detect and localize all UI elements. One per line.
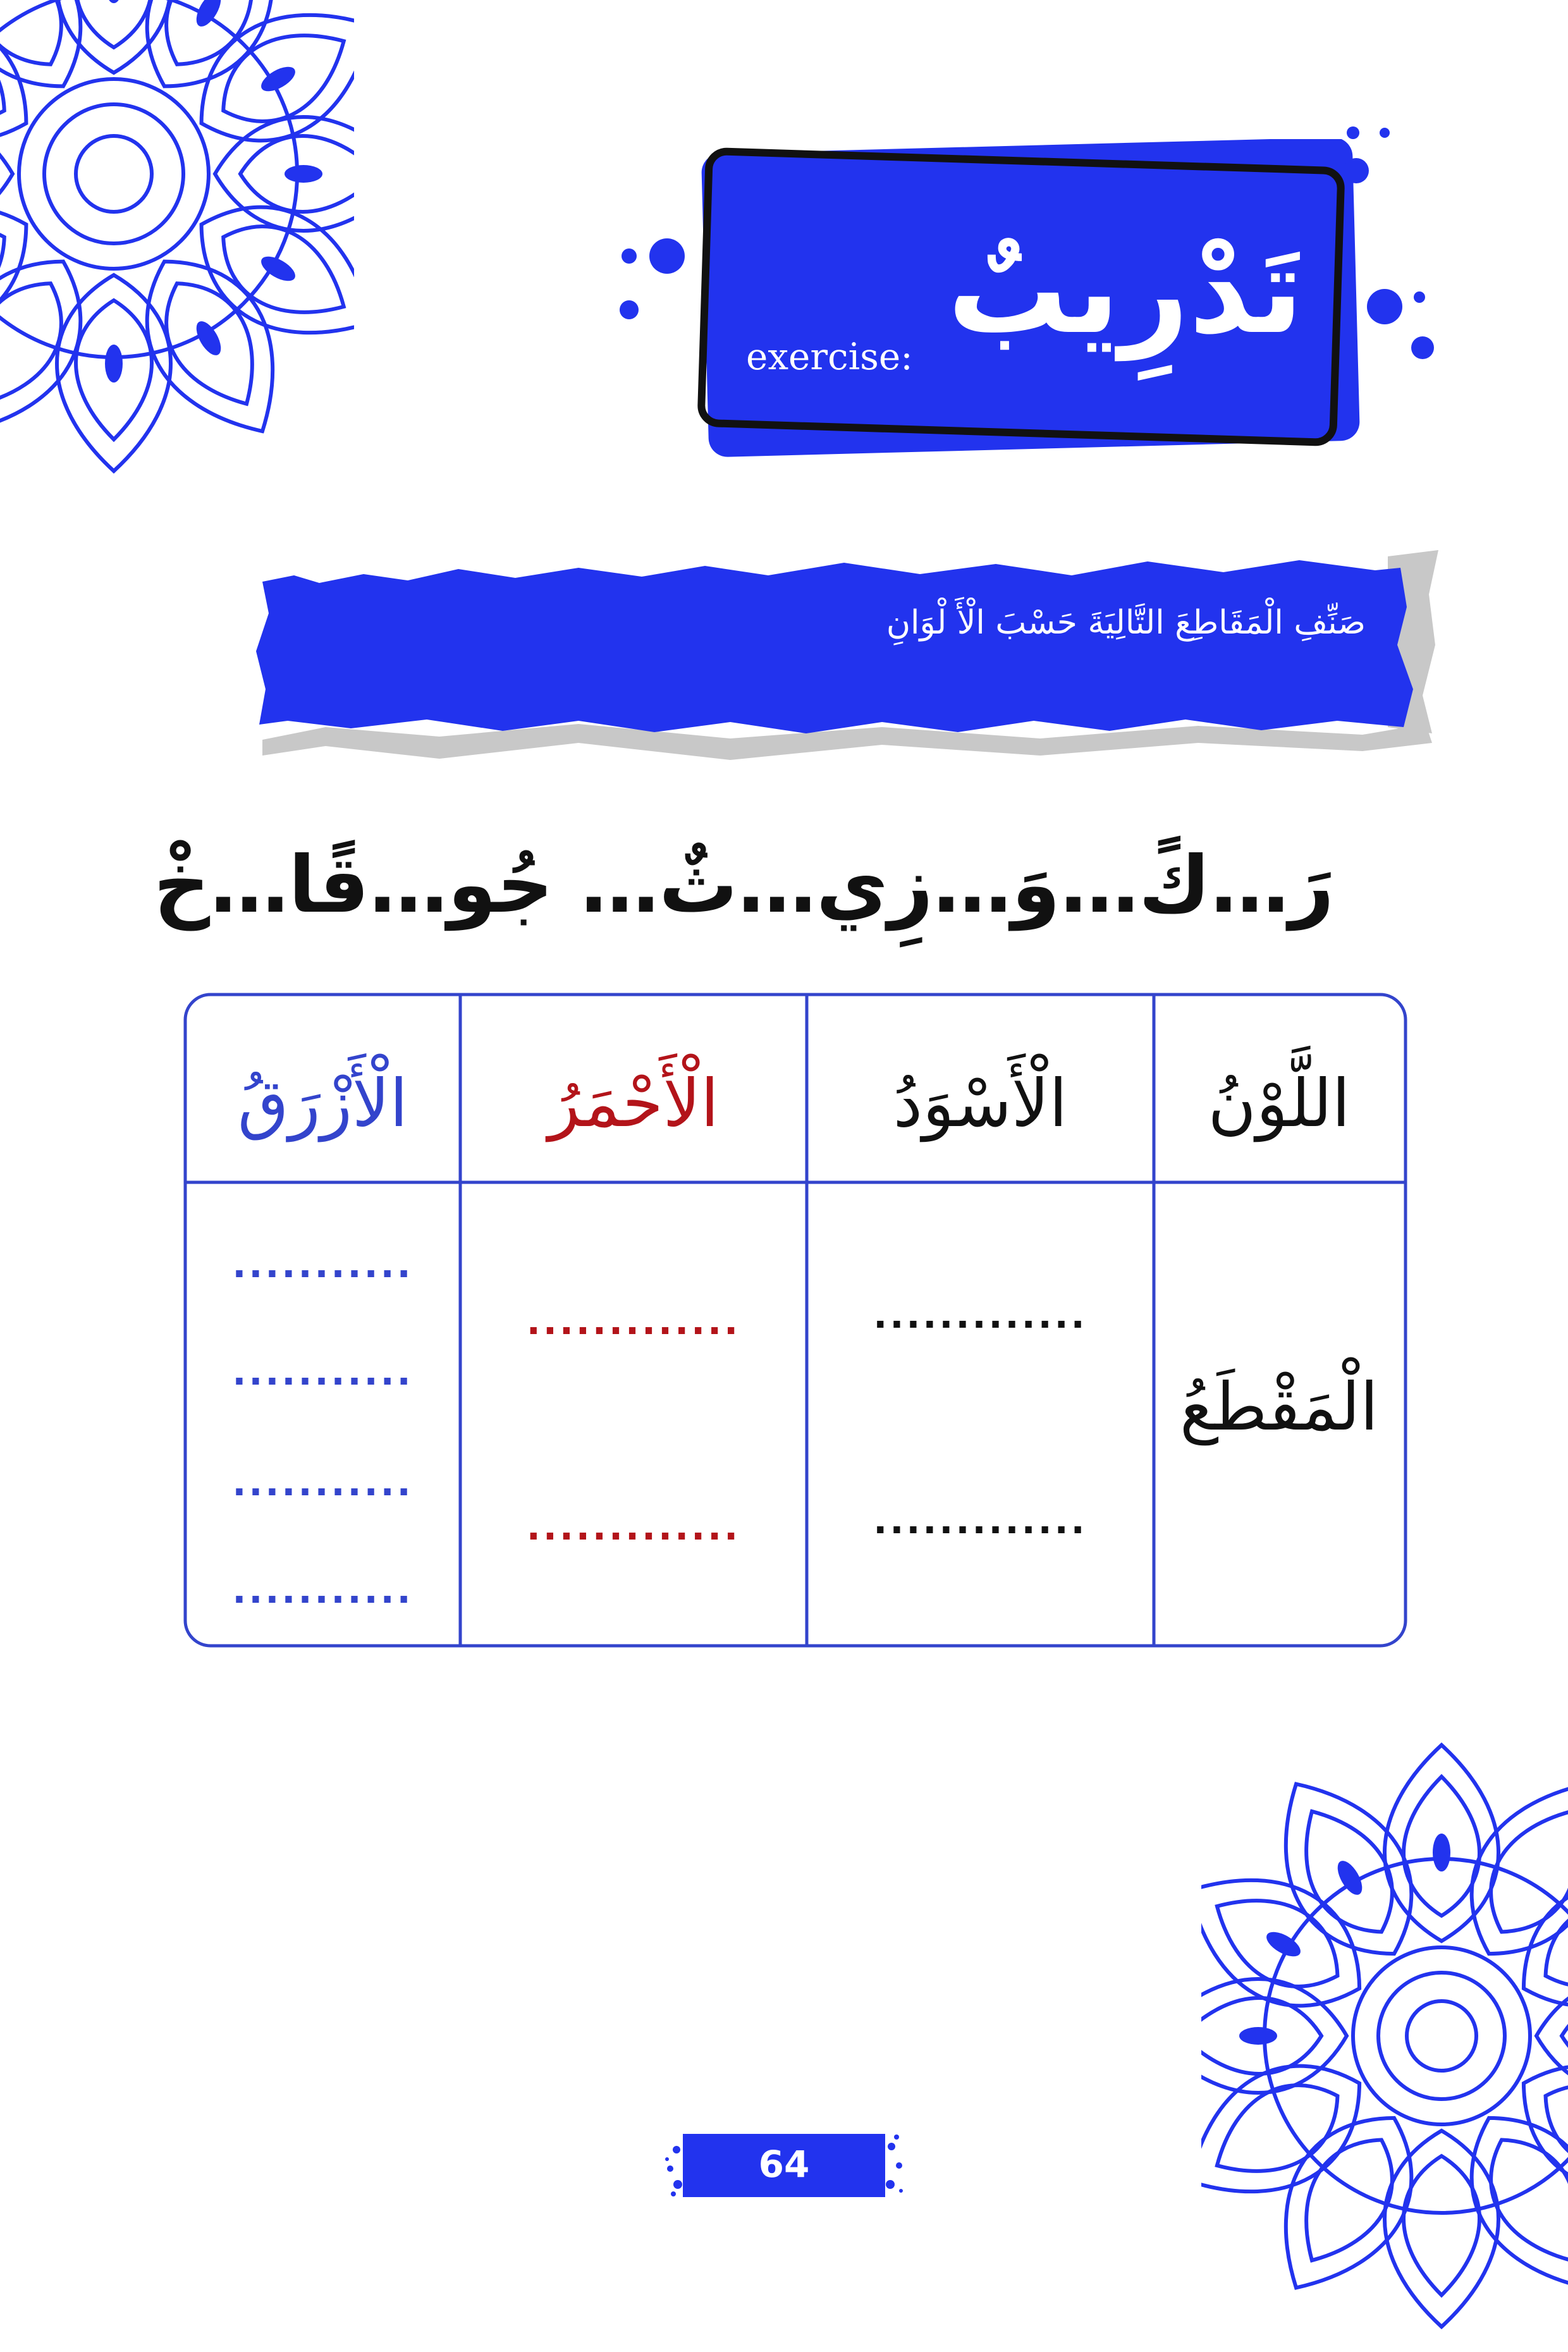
blank-red[interactable]: ............. [526,1505,741,1548]
instruction-banner [250,537,1438,778]
separator: … [1210,840,1289,931]
mandala-bottom-right-icon [1201,1720,1568,2352]
separator: … [933,840,1012,931]
blank-blue[interactable]: ........... [232,1569,413,1612]
separator: … [210,840,289,931]
syllable: زِي [816,840,933,931]
header-blue: الْأَزْرَقُ [237,1065,408,1142]
header-subtitle: exercise: [746,335,913,378]
syllable: ثٌ [659,840,738,931]
syllable: كً [1138,840,1211,931]
instruction-text: صَنِّفِ الْمَقَاطِعَ التَّالِيَةَ حَسْبَ الْأَ لْوَانِ [886,604,1366,642]
row-label-syllable: الْمَقْطَعُ [1180,1368,1378,1445]
page-number: 64 [758,2143,810,2186]
blank-red[interactable]: ............. [526,1300,741,1343]
syllables-row [153,822,1334,948]
syllable: خْ [153,840,211,931]
blank-blue[interactable]: ........... [232,1243,413,1286]
syllable: قًا [288,840,369,931]
blank-black[interactable]: ............. [873,1294,1087,1337]
mandala-top-left-icon [0,0,354,493]
header-color-label: اللَّوْنُ [1208,1065,1351,1142]
syllable: جُو [447,840,554,931]
separator: … [369,840,448,931]
separator: … [553,840,659,931]
separator: … [737,840,816,931]
blank-blue[interactable]: ........... [232,1461,413,1504]
blank-blue[interactable]: ........... [232,1351,413,1393]
separator: … [1060,840,1139,931]
blank-black[interactable]: ............. [873,1499,1087,1542]
syllable: وَ [1011,840,1060,931]
header-red: الْأَحْمَرُ [548,1065,719,1142]
header-title: تَدْرِيبٌ [947,221,1304,360]
syllable: رَ [1289,840,1334,931]
header-black: الْأَسْوَدُ [893,1065,1068,1142]
